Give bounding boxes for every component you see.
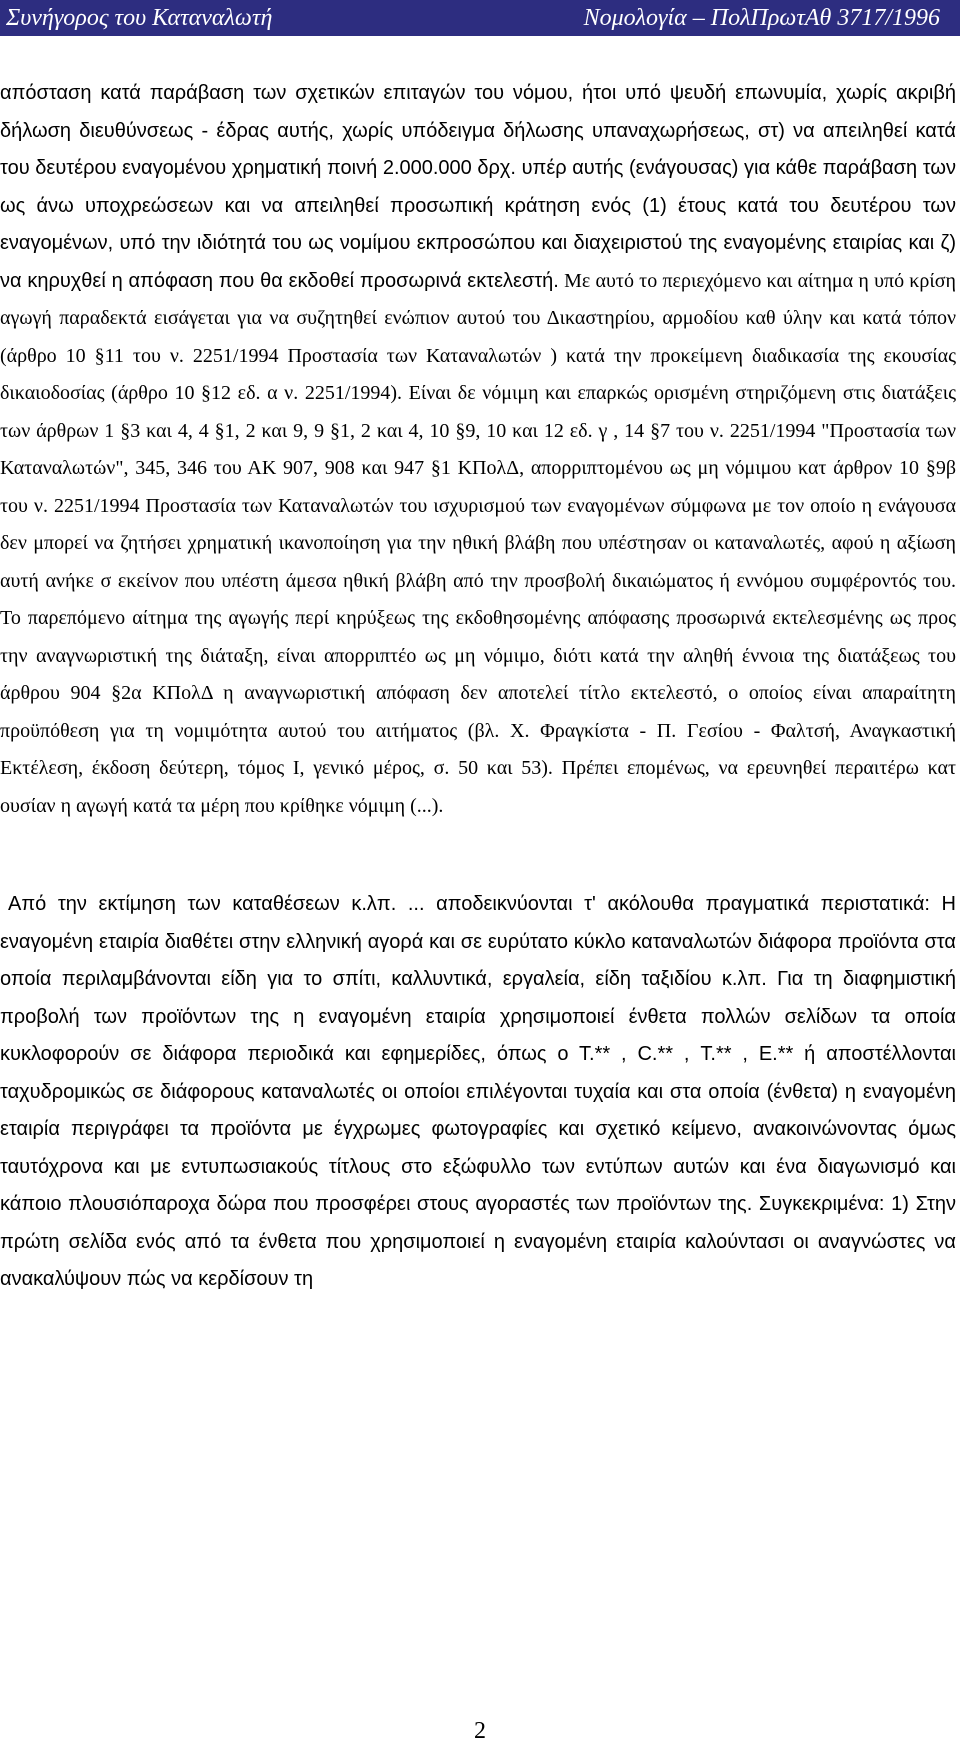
header-left-title: Συνήγορος του Καταναλωτή — [6, 5, 273, 31]
page-header — [0, 0, 960, 36]
page-number: 2 — [474, 1718, 486, 1744]
document-body — [0, 75, 956, 1299]
paragraph-1-sans-part: απόσταση κατά παράβαση των σχετικών επιταγών του νόμου, ήτοι υπό ψευδή επωνυμία, χωρίς ακριβή δήλωση διευθύνσεως - έδρας αυτής, χωρίς υπόδειγμα δήλωσης υπαναχωρήσεως, στ) να απειληθεί κατά του δευτέρου εναγομένου χρηματική ποινή 2.000.000 δρχ. υπέρ αυτής (ενάγουσας) για κάθε παράβαση των ως άνω υποχρεώσεων και να απειληθεί προσωπική κράτηση ενός (1) έτους κατά του δευτέρου των εναγομένων, υπό την ιδιότητά του ως νομίμου εκπροσώπου και διαχειριστού της εναγομένης εταιρίας και ζ) να κηρυχθεί η απόφαση που θα εκδοθεί προσωρινά εκτελεστή. — [0, 82, 956, 292]
header-right-title: Νομολογία – ΠολΠρωτΑθ 3717/1996 — [583, 5, 940, 31]
paragraph-1 — [0, 75, 956, 825]
paragraph-2: Από την εκτίμηση των καταθέσεων κ.λπ. ... αποδεικνύονται τ' ακόλουθα πραγματικά περιστατικά: Η εναγομένη εταιρία διαθέτει στην ελληνική αγορά και σε ευρύτατο κύκλο καταναλωτών διάφορα προϊόντα στα οποία περιλαμβάνονται είδη για το σπίτι, καλλυντικά, εργαλεία, είδη ταξιδίου κ.λπ. Για τη διαφημιστική προβολή των προϊόντων της η εναγομένη εταιρία χρησιμοποιεί ένθετα πολλών σελίδων τα οποία κυκλοφορούν σε διάφορα περιοδικά και εφημερίδες, όπως ο Τ.** , C.** , Τ.** , Ε.** ή αποστέλλονται ταχυδρομικώς σε διάφορους καταναλωτές οι οποίοι επιλέγονται τυχαία και στα οποία (ένθετα) η εναγομένη εταιρία περιγράφει τα προϊόντα με έγχρωμες φωτογραφίες και σχετικό κείμενο, ανακοινώνοντας όμως ταυτόχρονα και με εντυπωσιακούς τίτλους στο εξώφυλλο των εντύπων αυτών και ένα διαγωνισμό και κάποιο πλουσιόπαροχα δώρα που προσφέρει στους αγοραστές των προϊόντων της. Συγκεκριμένα: 1) Στην πρώτη σελίδα ενός από τα ένθετα που χρησιμοποιεί η εναγομένη εταιρία καλούντασι οι αναγνώστες να ανακαλύψουν πώς να κερδίσουν τη — [0, 893, 956, 1290]
paragraph-1-serif-part: Με αυτό το περιεχόμενο και αίτημα η υπό κρίση αγωγή παραδεκτά εισάγεται για να συζητηθεί ενώπιον αυτού του Δικαστηρίου, αρμοδίου καθ ύλην και κατά τόπον (άρθρο 10 §11 του ν. 2251/1994 Προστασία των Καταναλωτών ) κατά την προκείμενη διαδικασία της εκουσίας δικαιοδοσίας (άρθρο 10 §12 εδ. α ν. 2251/1994). Είναι δε νόμιμη και επαρκώς ορισμένη στηριζόμενη στις διατάξεις των άρθρων 1 §3 και 4, 4 §1, 2 και 9, 9 §1, 2 και 4, 10 §9, 10 και 12 εδ. γ , 14 §7 του ν. 2251/1994 "Προστασία των Καταναλωτών", 345, 346 του ΑΚ 907, 908 και 947 §1 ΚΠολΔ, απορριπτομένου ως μη νόμιμου κατ άρθρον 10 §9β του ν. 2251/1994 Προστασία των Καταναλωτών του ισχυρισμού των εναγομένων σύμφωνα με τον οποίο η ενάγουσα δεν μπορεί να ζητήσει χρηματική ικανοποίηση για την ηθική βλάβη που υπέστησαν οι καταναλωτές, αφού η αξίωση αυτή ανήκε σ εκείνον που υπέστη άμεσα ηθική βλάβη από την προσβολή δικαιώματος ή εννόμου συμφέροντός του. Το παρεπόμενο αίτημα της αγωγής περί κηρύξεως της εκδοθησομένης απόφασης προσωρινά εκτελεσμένης ως προς την αναγνωριστική της διάταξη, είναι απορριπτέο ως μη νόμιμο, διότι κατά την αληθή έννοια της διατάξεως του άρθρου 904 §2α ΚΠολΔ η αναγνωριστική απόφαση δεν αποτελεί τίτλο εκτελεστό, ο οποίος είναι απαραίτητη προϋπόθεση για τη νομιμότητα αυτού του αιτήματος (βλ. Χ. Φραγκίστα - Π. Γεσίου - Φαλτσή, Αναγκαστική Εκτέλεση, έκδοση δεύτερη, τόμος Ι, γενικό μέρος, σ. 50 και 53). Πρέπει επομένως, να ερευνηθεί περαιτέρω κατ ουσίαν η αγωγή κατά τα μέρη που κρίθηκε νόμιμη (...). — [0, 269, 956, 817]
